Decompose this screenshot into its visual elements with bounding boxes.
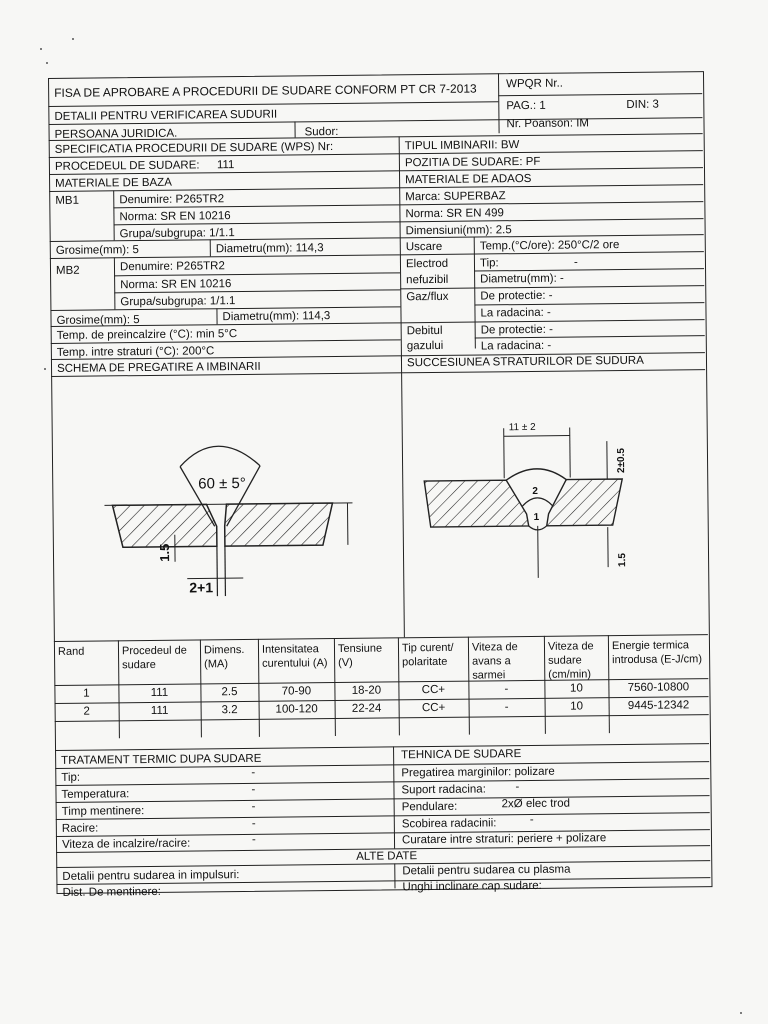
form-title: FISA DE APROBARE A PROCEDURII DE SUDARE CONFORM PT CR 7-2013: [54, 81, 477, 100]
filler-dimensions: Dimensiuni(mm): 2.5: [405, 224, 512, 238]
table-header-cell: Viteza de avans a sarmei: [471, 641, 518, 682]
wpqr-number: WPQR Nr..: [506, 77, 564, 91]
non-consumable-label: nefuzibil: [406, 273, 449, 287]
cooling: Racire:: [61, 822, 99, 835]
holding-time-value: -: [251, 800, 256, 813]
pwht-type: Tip:: [61, 771, 81, 784]
pwht-temperature: Temperatura:: [61, 788, 130, 801]
table-cell: CC+: [421, 683, 446, 697]
torch-angle: Unghi inclinare cap sudare:: [402, 879, 542, 894]
pwht-temperature-value: -: [251, 783, 256, 796]
table-cell: 2: [83, 705, 90, 718]
electrode-label: Electrod: [405, 257, 449, 271]
welder-label: Sudor:: [304, 125, 339, 139]
gas-flow-label: Debitul: [406, 324, 443, 338]
table-header-cell: Energie termica introdusa (E-J/cm): [611, 639, 703, 667]
filler-brand: Marca: SUPERBAZ: [405, 190, 506, 204]
other-data-heading: ALTE DATE: [356, 850, 418, 863]
shield-gas: De protectie: -: [480, 289, 553, 303]
electrode-type: Tip:: [479, 257, 499, 270]
page-number: PAG.: 1: [506, 99, 546, 113]
mb1-thickness: Grosime(mm): 5: [55, 244, 139, 257]
table-header-cell: Viteza de sudare (cm/min): [547, 640, 594, 681]
technique-heading: TEHNICA DE SUDARE: [401, 748, 522, 762]
preheat-temp: Temp. de preincalzire (°C): min 5°C: [56, 328, 238, 342]
holding-distance: Dist. De mentinere:: [62, 885, 162, 899]
welding-position: POZITIA DE SUDARE: PF: [404, 155, 541, 170]
table-cell: -: [504, 701, 509, 714]
heating-rate: Viteza de incalzire/racire:: [61, 837, 191, 851]
weld-layers-drawing: [412, 417, 644, 584]
table-cell: 70-90: [281, 685, 312, 698]
mb2-label: MB2: [55, 264, 80, 277]
joint-prep-heading: SCHEMA DE PREGATIRE A IMBINARII: [56, 360, 261, 375]
table-cell: 7560-10800: [627, 681, 690, 694]
scan-speck: [72, 38, 74, 40]
edge-preparation: Pregatirea marginilor: polizare: [401, 765, 555, 780]
root-height-label: 1.5: [617, 553, 629, 568]
table-cell: -: [504, 683, 509, 696]
mb2-name: Denumire: P265TR2: [119, 260, 225, 274]
welding-process-value: 111: [216, 159, 235, 172]
table-cell: 1: [83, 687, 90, 700]
root-gas: La radacina: -: [480, 306, 551, 320]
cooling-value: -: [251, 817, 256, 830]
table-cell: CC+: [421, 701, 446, 715]
page-total: DIN: 3: [626, 98, 659, 111]
mb2-standard: Norma: SR EN 10216: [120, 278, 232, 292]
scan-speck: [740, 1012, 742, 1014]
weaving: Pendulare:: [401, 800, 458, 814]
root-support: Suport radacina:: [401, 783, 486, 797]
details-verify: DETALII PENTRU VERIFICAREA SUDURII: [54, 108, 278, 123]
root-gas-flow: La radacina: -: [480, 339, 552, 353]
legal-person: PERSOANA JURIDICA.: [54, 127, 178, 141]
drying-label: Uscare: [405, 240, 443, 254]
gas-flux-label: Gaz/flux: [406, 290, 449, 304]
mb1-name: Denumire: P265TR2: [119, 193, 225, 207]
table-cell: 22-24: [351, 702, 382, 715]
pass-2-label: 2: [532, 485, 538, 497]
bevel-angle-label: 60 ± 5°: [198, 474, 246, 493]
table-cell: 10: [569, 682, 583, 695]
filler-materials-heading: MATERIALE DE ADAOS: [405, 172, 532, 187]
table-cell: 10: [570, 700, 584, 713]
plasma-details: Detalii pentru sudarea cu plasma: [402, 863, 571, 878]
table-cell: 111: [150, 704, 169, 717]
table-header-cell: Tip curent/ polaritate: [401, 641, 454, 669]
table-header-cell: Intensitatea curentului (A): [261, 643, 328, 670]
mb2-thickness: Grosime(mm): 5: [56, 314, 140, 327]
joint-type: TIPUL IMBINARII: BW: [404, 139, 520, 153]
holding-time: Timp mentinere:: [61, 805, 145, 818]
table-cell: 9445-12342: [627, 699, 690, 712]
filler-standard: Norma: SR EN 499: [405, 207, 504, 221]
pwht-type-value: -: [251, 766, 256, 779]
root-gap-label: 2+1: [189, 579, 214, 596]
table-cell: 3.2: [221, 704, 238, 717]
interpass-cleaning: Curatare intre straturi: periere + polizare: [401, 832, 607, 847]
weld-width-label: 11 ± 2: [508, 421, 536, 434]
table-cell: 18-20: [351, 684, 382, 697]
cap-height-label: 2±0.5: [615, 448, 628, 474]
table-cell: 100-120: [275, 703, 318, 716]
joint-preparation-drawing: [91, 385, 383, 598]
table-cell: 111: [150, 686, 169, 699]
welding-process-label: PROCEDEUL DE SUDARE:: [54, 159, 200, 173]
shield-gas-flow: De protectie: -: [480, 323, 553, 337]
pass-1-label: 1: [533, 511, 540, 523]
back-gouging: Scobirea radacinii:: [401, 817, 497, 831]
pwht-heading: TRATAMENT TERMIC DUPA SUDARE: [61, 752, 262, 767]
drying-temp: Temp.(°C/ore): 250°C/2 ore: [479, 239, 620, 253]
heating-rate-value: -: [251, 833, 256, 846]
weld-layers-heading: SUCCESIUNEA STRATURILOR DE SUDURA: [406, 354, 644, 370]
mb1-group: Grupa/subgrupa: 1/1.1: [119, 227, 235, 241]
electrode-diameter: Diametru(mm): -: [480, 272, 564, 286]
back-gouging-value: -: [529, 813, 534, 826]
scan-speck: [44, 368, 46, 370]
mb2-group: Grupa/subgrupa: 1/1.1: [120, 295, 236, 309]
mb1-diameter: Diametru(mm): 114,3: [215, 242, 324, 256]
mb2-diameter: Diametru(mm): 114,3: [222, 310, 331, 324]
procedure-form: [48, 71, 711, 898]
table-header-cell: Rand: [57, 645, 85, 658]
gas-flow-label-2: gazului: [406, 339, 444, 353]
electrode-type-value: -: [573, 256, 578, 269]
interpass-temp: Temp. intre straturi (°C): 200°C: [56, 345, 215, 359]
root-face-label: 1.5: [156, 543, 173, 562]
scan-speck: [46, 62, 48, 64]
table-cell: 2.5: [221, 686, 238, 699]
scan-speck: [40, 48, 42, 50]
weaving-value: 2xØ elec trod: [501, 797, 571, 811]
base-materials-heading: MATERIALE DE BAZA: [55, 176, 172, 190]
table-header-cell: Tensiune (V): [337, 642, 383, 669]
root-support-value: -: [515, 781, 520, 794]
table-header-cell: Dimens. (MA): [203, 643, 245, 671]
table-header-cell: Procedeul de sudare: [121, 644, 187, 672]
mb1-label: MB1: [55, 194, 80, 207]
mb1-standard: Norma: SR EN 10216: [119, 210, 231, 224]
pulse-details: Detalii pentru sudarea in impulsuri:: [62, 869, 240, 883]
welding-parameters-table: [54, 634, 709, 739]
punch-number: Nr. Poanson: IM: [506, 117, 590, 131]
wps-spec: SPECIFICATIA PROCEDURII DE SUDARE (WPS) Nr:: [54, 141, 334, 156]
